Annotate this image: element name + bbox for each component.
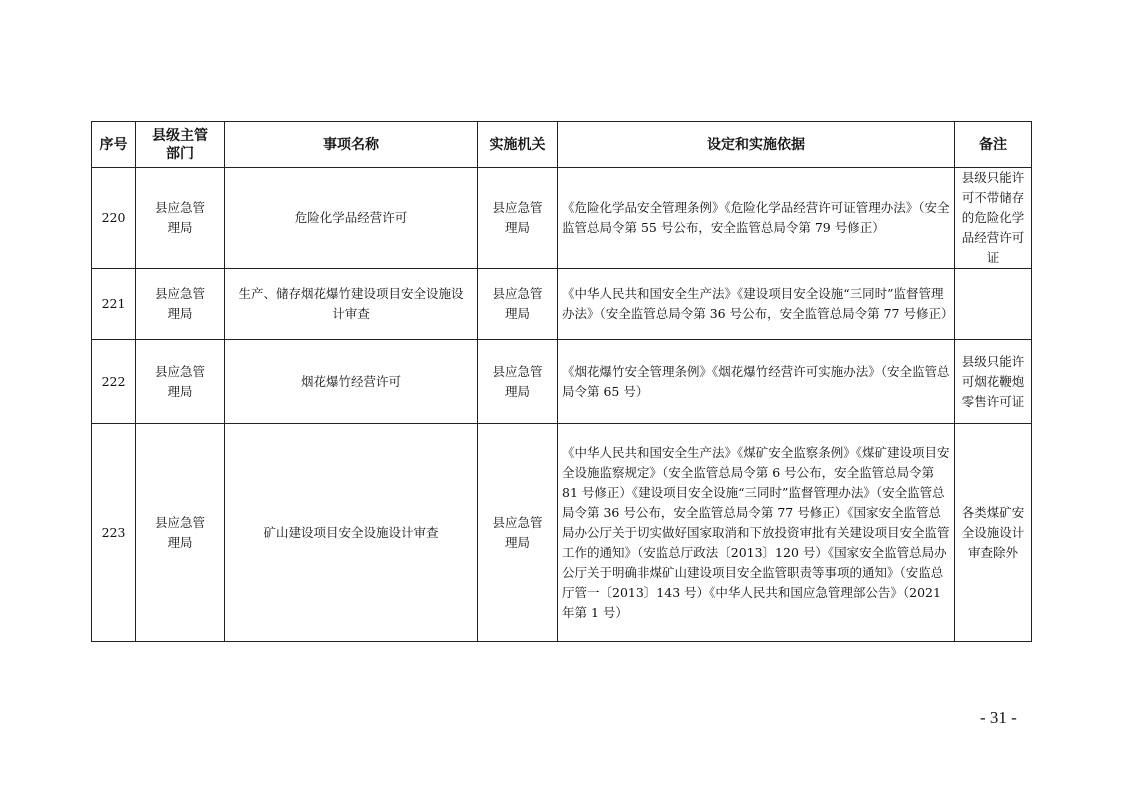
table-header-row xyxy=(92,122,1032,168)
cell-dept: 县应急管理局 xyxy=(136,424,225,642)
page-number: - 31 - xyxy=(980,708,1017,727)
cell-item: 矿山建设项目安全设施设计审查 xyxy=(225,424,478,642)
cell-agency: 县应急管理局 xyxy=(478,340,558,424)
cell-basis: 《烟花爆竹安全管理条例》《烟花爆竹经营许可实施办法》（安全监管总局令第 65 号） xyxy=(558,340,955,424)
header-remark: 备注 xyxy=(955,122,1032,168)
cell-dept: 县应急管理局 xyxy=(136,269,225,340)
header-item: 事项名称 xyxy=(225,122,478,168)
cell-remark xyxy=(955,269,1032,340)
cell-item: 烟花爆竹经营许可 xyxy=(225,340,478,424)
table-row xyxy=(92,340,1032,424)
cell-seq: 220 xyxy=(92,168,136,269)
matters-table xyxy=(91,121,1032,642)
cell-basis: 《中华人民共和国安全生产法》《煤矿安全监察条例》《煤矿建设项目安全设施监察规定》（安全监管总局令第 6 号公布，安全监管总局令第 81 号修正）《建设项目安全设施“三同时”监督管理办法》（安全监管总局令第 36 号公布，安全监管总局令第 77 号修正）《国家安全监管总局办公厅关于切实做好国家取消和下放投资审批有关建设项目安全监管工作的通知》（安监总厅政法〔2013〕120 号）《国家安全监管总局办公厅关于明确非煤矿山建设项目安全监管职责等事项的通知》（安监总厅管一〔2013〕143 号）《中华人民共和国应急管理部公告》（2021 年第 1 号） xyxy=(558,424,955,642)
table-row xyxy=(92,168,1032,269)
cell-basis: 《危险化学品安全管理条例》《危险化学品经营许可证管理办法》（安全监管总局令第 55 号公布，安全监管总局令第 79 号修正） xyxy=(558,168,955,269)
cell-seq: 222 xyxy=(92,340,136,424)
table-row xyxy=(92,269,1032,340)
header-dept: 县级主管部门 xyxy=(136,122,225,168)
header-basis: 设定和实施依据 xyxy=(558,122,955,168)
cell-remark: 县级只能许可不带储存的危险化学品经营许可证 xyxy=(955,168,1032,269)
cell-remark: 县级只能许可烟花鞭炮零售许可证 xyxy=(955,340,1032,424)
cell-agency: 县应急管理局 xyxy=(478,424,558,642)
header-seq: 序号 xyxy=(92,122,136,168)
cell-seq: 223 xyxy=(92,424,136,642)
cell-agency: 县应急管理局 xyxy=(478,269,558,340)
header-agency: 实施机关 xyxy=(478,122,558,168)
cell-item: 生产、储存烟花爆竹建设项目安全设施设计审查 xyxy=(225,269,478,340)
cell-item: 危险化学品经营许可 xyxy=(225,168,478,269)
cell-seq: 221 xyxy=(92,269,136,340)
cell-basis: 《中华人民共和国安全生产法》《建设项目安全设施“三同时”监督管理办法》（安全监管总局令第 36 号公布，安全监管总局令第 77 号修正） xyxy=(558,269,955,340)
cell-dept: 县应急管理局 xyxy=(136,340,225,424)
cell-agency: 县应急管理局 xyxy=(478,168,558,269)
cell-dept: 县应急管理局 xyxy=(136,168,225,269)
table-row xyxy=(92,424,1032,642)
cell-remark: 各类煤矿安全设施设计审查除外 xyxy=(955,424,1032,642)
